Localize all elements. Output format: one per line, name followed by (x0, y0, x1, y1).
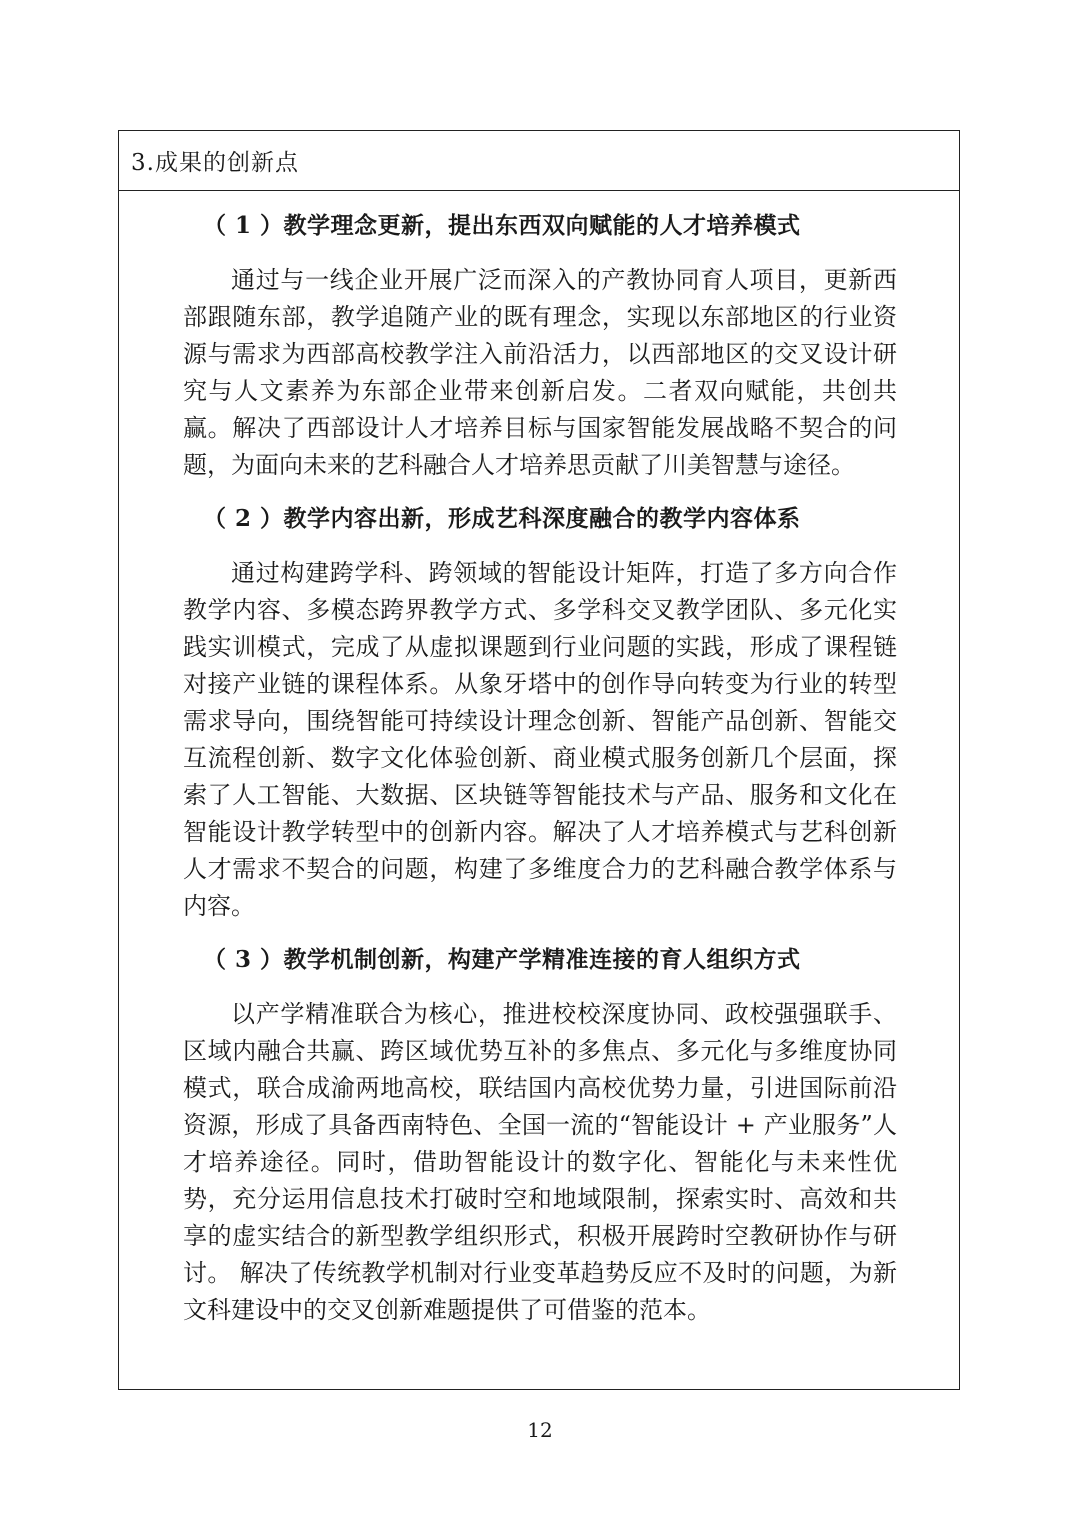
innovation-paragraph-1: 通过与一线企业开展广泛而深入的产教协同育人项目，更新西部跟随东部，教学追随产业的既有理念，实现以东部地区的行业资源与需求为西部高校教学注入前沿活力，以西部地区的交叉设计研究与人文素养为东部企业带来创新启发。二者双向赋能，共创共赢。解决了西部设计人才培养目标与国家智能发展战略不契合的问题，为面向未来的艺科融合人才培养思贡献了川美智慧与途径。 (183, 266, 897, 479)
innovation-paragraph-3: 以产学精准联合为核心，推进校校深度协同、政校强强联手、区域内融合共赢、跨区域优势互补的多焦点、多元化与多维度协同模式，联合成渝两地高校，联结国内高校优势力量，引进国际前沿资源，形成了具备西南特色、全国一流的“智能设计 + 产业服务”人才培养途径。同时，借助智能设计的数字化、智能化与未来性优势，充分运用信息技术打破时空和地域限制，探索实时、高效和共享的虚实结合的新型教学组织形式，积极开展跨时空教研协作与研讨。 解决了传统教学机制对行业变革趋势反应不及时的问题，为新文科建设中的交叉创新难题提供了可借鉴的范本。 (183, 1000, 897, 1324)
content-frame (118, 130, 960, 1390)
innovation-heading-2: （ 2 ）教学内容出新，形成艺科深度融合的教学内容体系 (203, 505, 801, 532)
innovation-heading-1: （ 1 ）教学理念更新，提出东西双向赋能的人才培养模式 (203, 212, 801, 239)
innovation-heading-3: （ 3 ）教学机制创新，构建产学精准连接的育人组织方式 (203, 946, 801, 973)
section-title: 3.成果的创新点 (119, 131, 959, 191)
page-number: 12 (527, 1418, 553, 1442)
innovation-paragraph-2: 通过构建跨学科、跨领域的智能设计矩阵，打造了多方向合作教学内容、多模态跨界教学方式、多学科交叉教学团队、多元化实践实训模式，完成了从虚拟课题到行业问题的实践，形成了课程链对接产业链的课程体系。从象牙塔中的创作导向转变为行业的转型需求导向，围绕智能可持续设计理念创新、智能产品创新、智能交互流程创新、数字文化体验创新、商业模式服务创新几个层面，探索了人工智能、大数据、区块链等智能技术与产品、服务和文化在智能设计教学转型中的创新内容。解决了人才培养模式与艺科创新人才需求不契合的问题，构建了多维度合力的艺科融合教学体系与内容。 (183, 559, 897, 920)
section-body (119, 213, 959, 1329)
